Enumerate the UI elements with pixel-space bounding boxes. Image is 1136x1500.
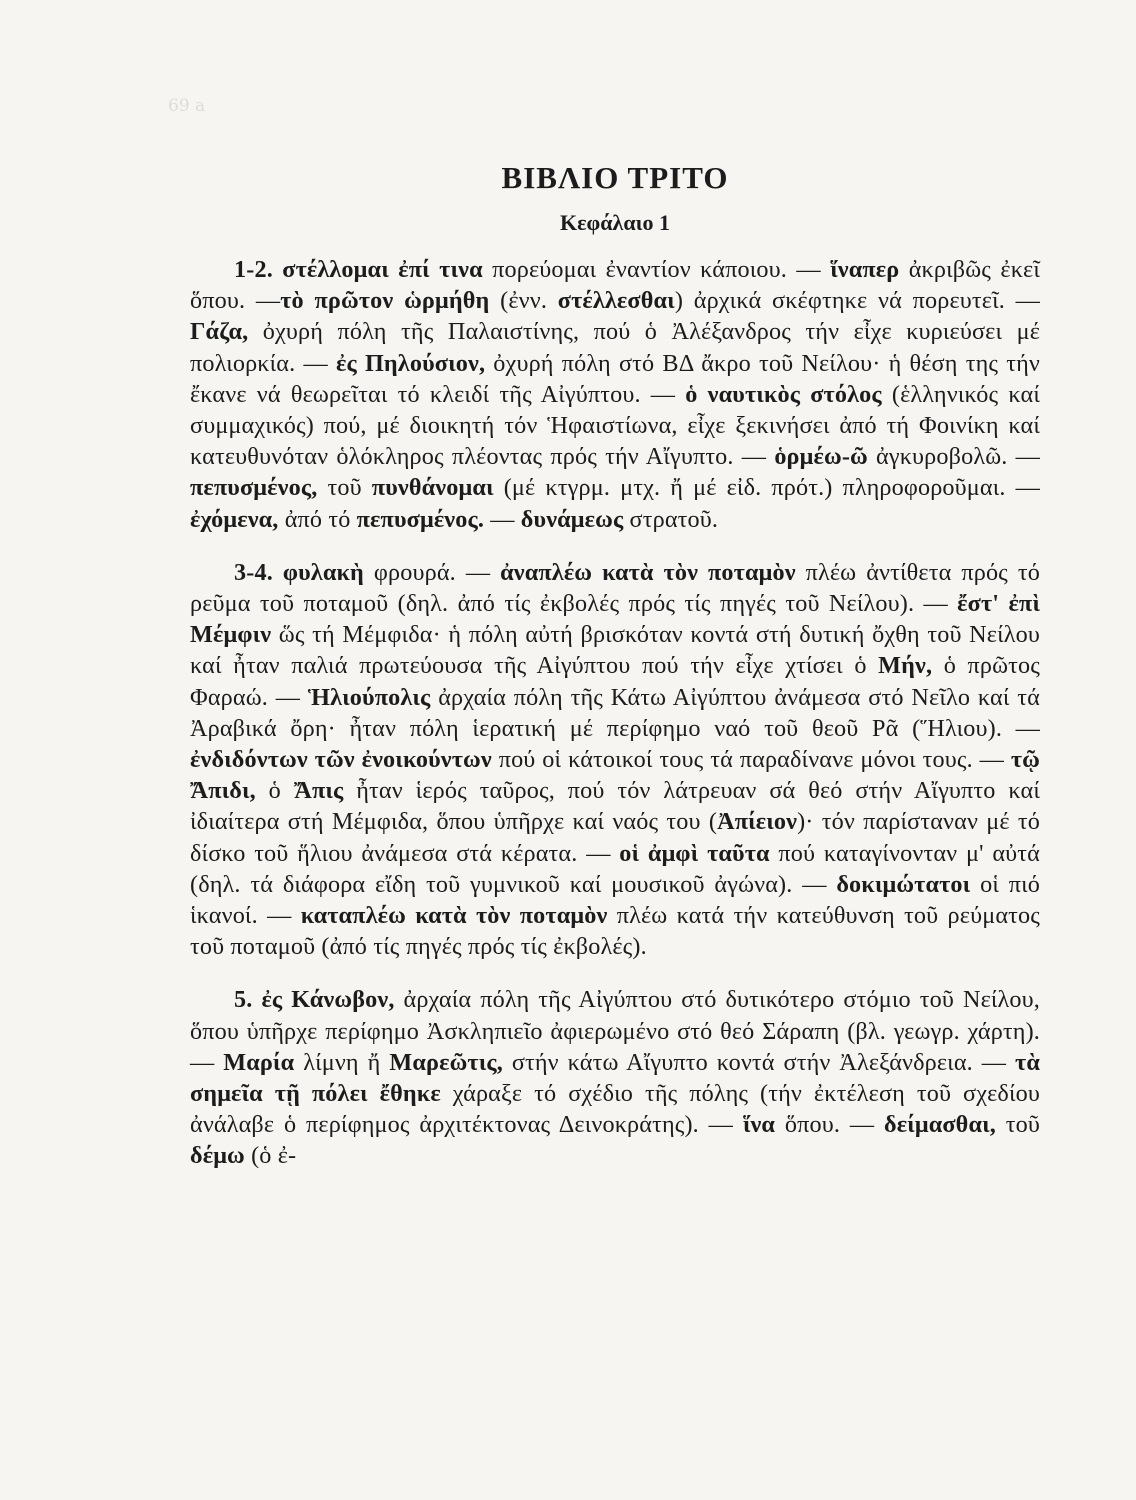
gloss-text: πορεύομαι ἐναντίον κάποιου. — <box>482 256 831 283</box>
paragraph <box>190 984 1040 1171</box>
lemma-term: Ἀπίειον <box>717 808 798 836</box>
lemma-term: τὰ σημεῖα τῇ πόλει ἔθηκε <box>190 1048 1040 1108</box>
lemma-term: Ἡλιούπολις <box>307 683 431 711</box>
lemma-term: οἱ ἀμφὶ ταῦτα <box>619 839 770 867</box>
gloss-text: ὁ πρῶτος Φαραώ. — <box>190 652 1040 711</box>
gloss-text: ἀπό τό <box>278 505 357 533</box>
gloss-text: φρουρά. — <box>363 558 501 586</box>
lemma-term: 5. ἐς Κάνωβον, <box>234 986 395 1014</box>
book-title: ΒΙΒΛΙΟ ΤΡΙΤΟ <box>501 160 729 195</box>
gloss-text: — <box>484 505 521 533</box>
lemma-term: πεπυσμένος, <box>190 474 318 502</box>
gloss-text: (ἑλληνικός καί συμμαχικός) πού, μέ διοικητή τόν Ἡφαιστίωνα, εἶχε ξεκινήσει ἀπό τή Φοινίκη καί κατευθυνόταν ὁλόκληρος πλέοντας πρός τήν Αἴγυπτο. — <box>190 380 1040 471</box>
lemma-term: 1-2. στέλλομαι ἐπί τινα <box>234 256 483 283</box>
gloss-text: χάραξε τό σχέδιο τῆς πόλης (τήν ἐκτέλεση τοῦ σχεδίου ἀνάλαβε ὁ περίφημος ἀρχιτέκτονας Δεινοκράτης). — <box>190 1080 1040 1139</box>
lemma-term: Μαρεῶτις, <box>389 1048 503 1076</box>
lemma-term: πεπυσμένος. <box>356 505 485 533</box>
gloss-text: (ἐνν. <box>489 287 558 315</box>
gloss-text: ἀρχαία πόλη τῆς Κάτω Αἰγύπτου ἀνάμεσα στό Νεῖλο καί τά Ἀραβικά ὄρη· ἦταν πόλη ἱερατική μέ περίφημο ναό τοῦ θεοῦ Ρᾶ (Ἥλιου). — <box>190 683 1040 742</box>
gloss-text: (μέ κτγρμ. μτχ. ἤ μέ εἰδ. πρότ.) πληροφοροῦμαι. — <box>493 474 1040 502</box>
gloss-text: ὀχυρή πόλη τῆς Παλαιστίνης, πού ὁ Ἀλέξανδρος τήν εἶχε κυριεύσει μέ πολιορκία. — <box>190 318 1040 377</box>
gloss-text: πού καταγίνονταν μ' αὐτά (δηλ. τά διάφορα εἴδη τοῦ γυμνικοῦ καί μουσικοῦ ἀγώνα). — <box>190 839 1040 898</box>
gloss-text: ὁ <box>255 777 294 805</box>
gloss-text: )· τόν παρίσταναν μέ τό δίσκο τοῦ ἥλιου ἀνάμεσα στά κέρατα. — <box>190 808 1040 867</box>
lemma-term: ἐς Πηλούσιον, <box>335 349 486 377</box>
gloss-text: οἱ πιό ἱκανοί. — <box>190 870 1040 930</box>
gloss-text: ἀρχαία πόλη τῆς Αἰγύπτου στό δυτικότερο στόμιο τοῦ Νείλου, ὅπου ὑπῆρχε περίφημο Ἀσκληπιεῖο ἀφιερωμένο στό θεό Σάραπη (βλ. γεωγρ. χάρτη). — <box>190 986 1040 1076</box>
gloss-text: λίμνη ἤ <box>294 1048 390 1076</box>
gloss-text: στήν κάτω Αἴγυπτο κοντά στήν Ἀλεξάνδρεια. — <box>502 1048 1016 1076</box>
lemma-term: δείμασθαι, <box>884 1111 996 1139</box>
chapter-title: Κεφάλαιο 1 <box>560 210 670 235</box>
gloss-text: ὅπου. — <box>775 1111 885 1139</box>
gloss-text: στρατοῦ. <box>623 505 719 533</box>
lemma-term: καταπλέω κατὰ τὸν ποταμὸν <box>300 902 608 930</box>
lemma-term: πυνθάνομαι <box>371 474 494 502</box>
gloss-text: ὥς τή Μέμφιδα· ἡ πόλη αὐτή βρισκόταν κοντά στή δυτική ὄχθη τοῦ Νείλου καί ἦταν παλιά πρωτεύουσα τῆς Αἰγύπτου πού τήν εἶχε χτίσει ὁ <box>190 621 1040 680</box>
gloss-text: ἀκριβῶς ἐκεῖ ὅπου. — <box>190 256 1041 315</box>
lemma-term: Ἄπις <box>293 777 344 805</box>
lemma-term: ἐνδιδόντων τῶν ἐνοικούντων <box>190 746 492 774</box>
lemma-term: στέλλεσθαι <box>557 287 675 315</box>
gloss-text: ὀχυρή πόλη στό ΒΔ ἄκρο τοῦ Νείλου· ἡ θέση της τήν ἔκανε νά θεωρεῖται τό κλειδί τῆς Αἰγύπτου. — <box>190 349 1041 408</box>
lemma-term: ἀναπλέω κατὰ τὸν ποταμὸν <box>500 558 796 586</box>
lemma-term: δυνάμεως <box>520 505 624 533</box>
paragraph <box>190 557 1040 963</box>
page-body <box>190 160 1040 1194</box>
commentary-text <box>190 254 1040 1172</box>
lemma-term: Μήν, <box>878 652 933 680</box>
lemma-term: ἵναπερ <box>830 256 900 283</box>
paragraph <box>190 254 1040 535</box>
lemma-term: ὁρμέω-ῶ <box>774 443 868 471</box>
lemma-term: τὸ πρῶτον ὡρμήθη <box>280 287 490 315</box>
lemma-term: Μαρία <box>223 1048 295 1076</box>
gloss-text: ) ἀρχικά σκέφτηκε νά πορευτεῖ. — <box>674 287 1041 315</box>
gloss-text: τοῦ <box>317 474 372 502</box>
gloss-text: πού οἱ κάτοικοί τους τά παραδίνανε μόνοι τους. — <box>491 746 1011 774</box>
lemma-term: ἵνα <box>742 1111 776 1139</box>
lemma-term: τῷ Ἄπιδι, <box>190 746 1040 805</box>
gloss-text: (ὁ ἐ- <box>244 1142 297 1170</box>
gloss-text: πλέω κατά τήν κατεύθυνση τοῦ ρεύματος τοῦ ποταμοῦ (ἀπό τίς πηγές πρός τίς ἐκβολές). <box>190 902 1040 961</box>
lemma-term: ἔστ' ἐπὶ Μέμφιν <box>190 590 1040 649</box>
gloss-text: πλέω ἀντίθετα πρός τό ρεῦμα τοῦ ποταμοῦ (δηλ. ἀπό τίς ἐκβολές πρός τίς πηγές τοῦ Νείλου). — <box>190 558 1040 618</box>
gloss-text: ἀγκυροβολῶ. — <box>867 443 1040 471</box>
lemma-term: 3-4. φυλακὴ <box>234 558 364 586</box>
lemma-term: ὁ ναυτικὸς στόλος <box>685 380 882 408</box>
lemma-term: δοκιμώτατοι <box>836 870 971 898</box>
lemma-term: Γάζα, <box>190 318 249 346</box>
lemma-term: δέμω <box>190 1142 245 1170</box>
ghost-page-number: 69 a <box>168 96 206 116</box>
lemma-term: ἐχόμενα, <box>190 505 279 533</box>
gloss-text: τοῦ <box>995 1111 1040 1139</box>
gloss-text: ἦταν ἱερός ταῦρος, πού τόν λάτρευαν σά θεό στήν Αἴγυπτο καί ἰδιαίτερα στή Μέμφιδα, ὅπου ὑπῆρχε καί ναός του ( <box>190 777 1040 836</box>
